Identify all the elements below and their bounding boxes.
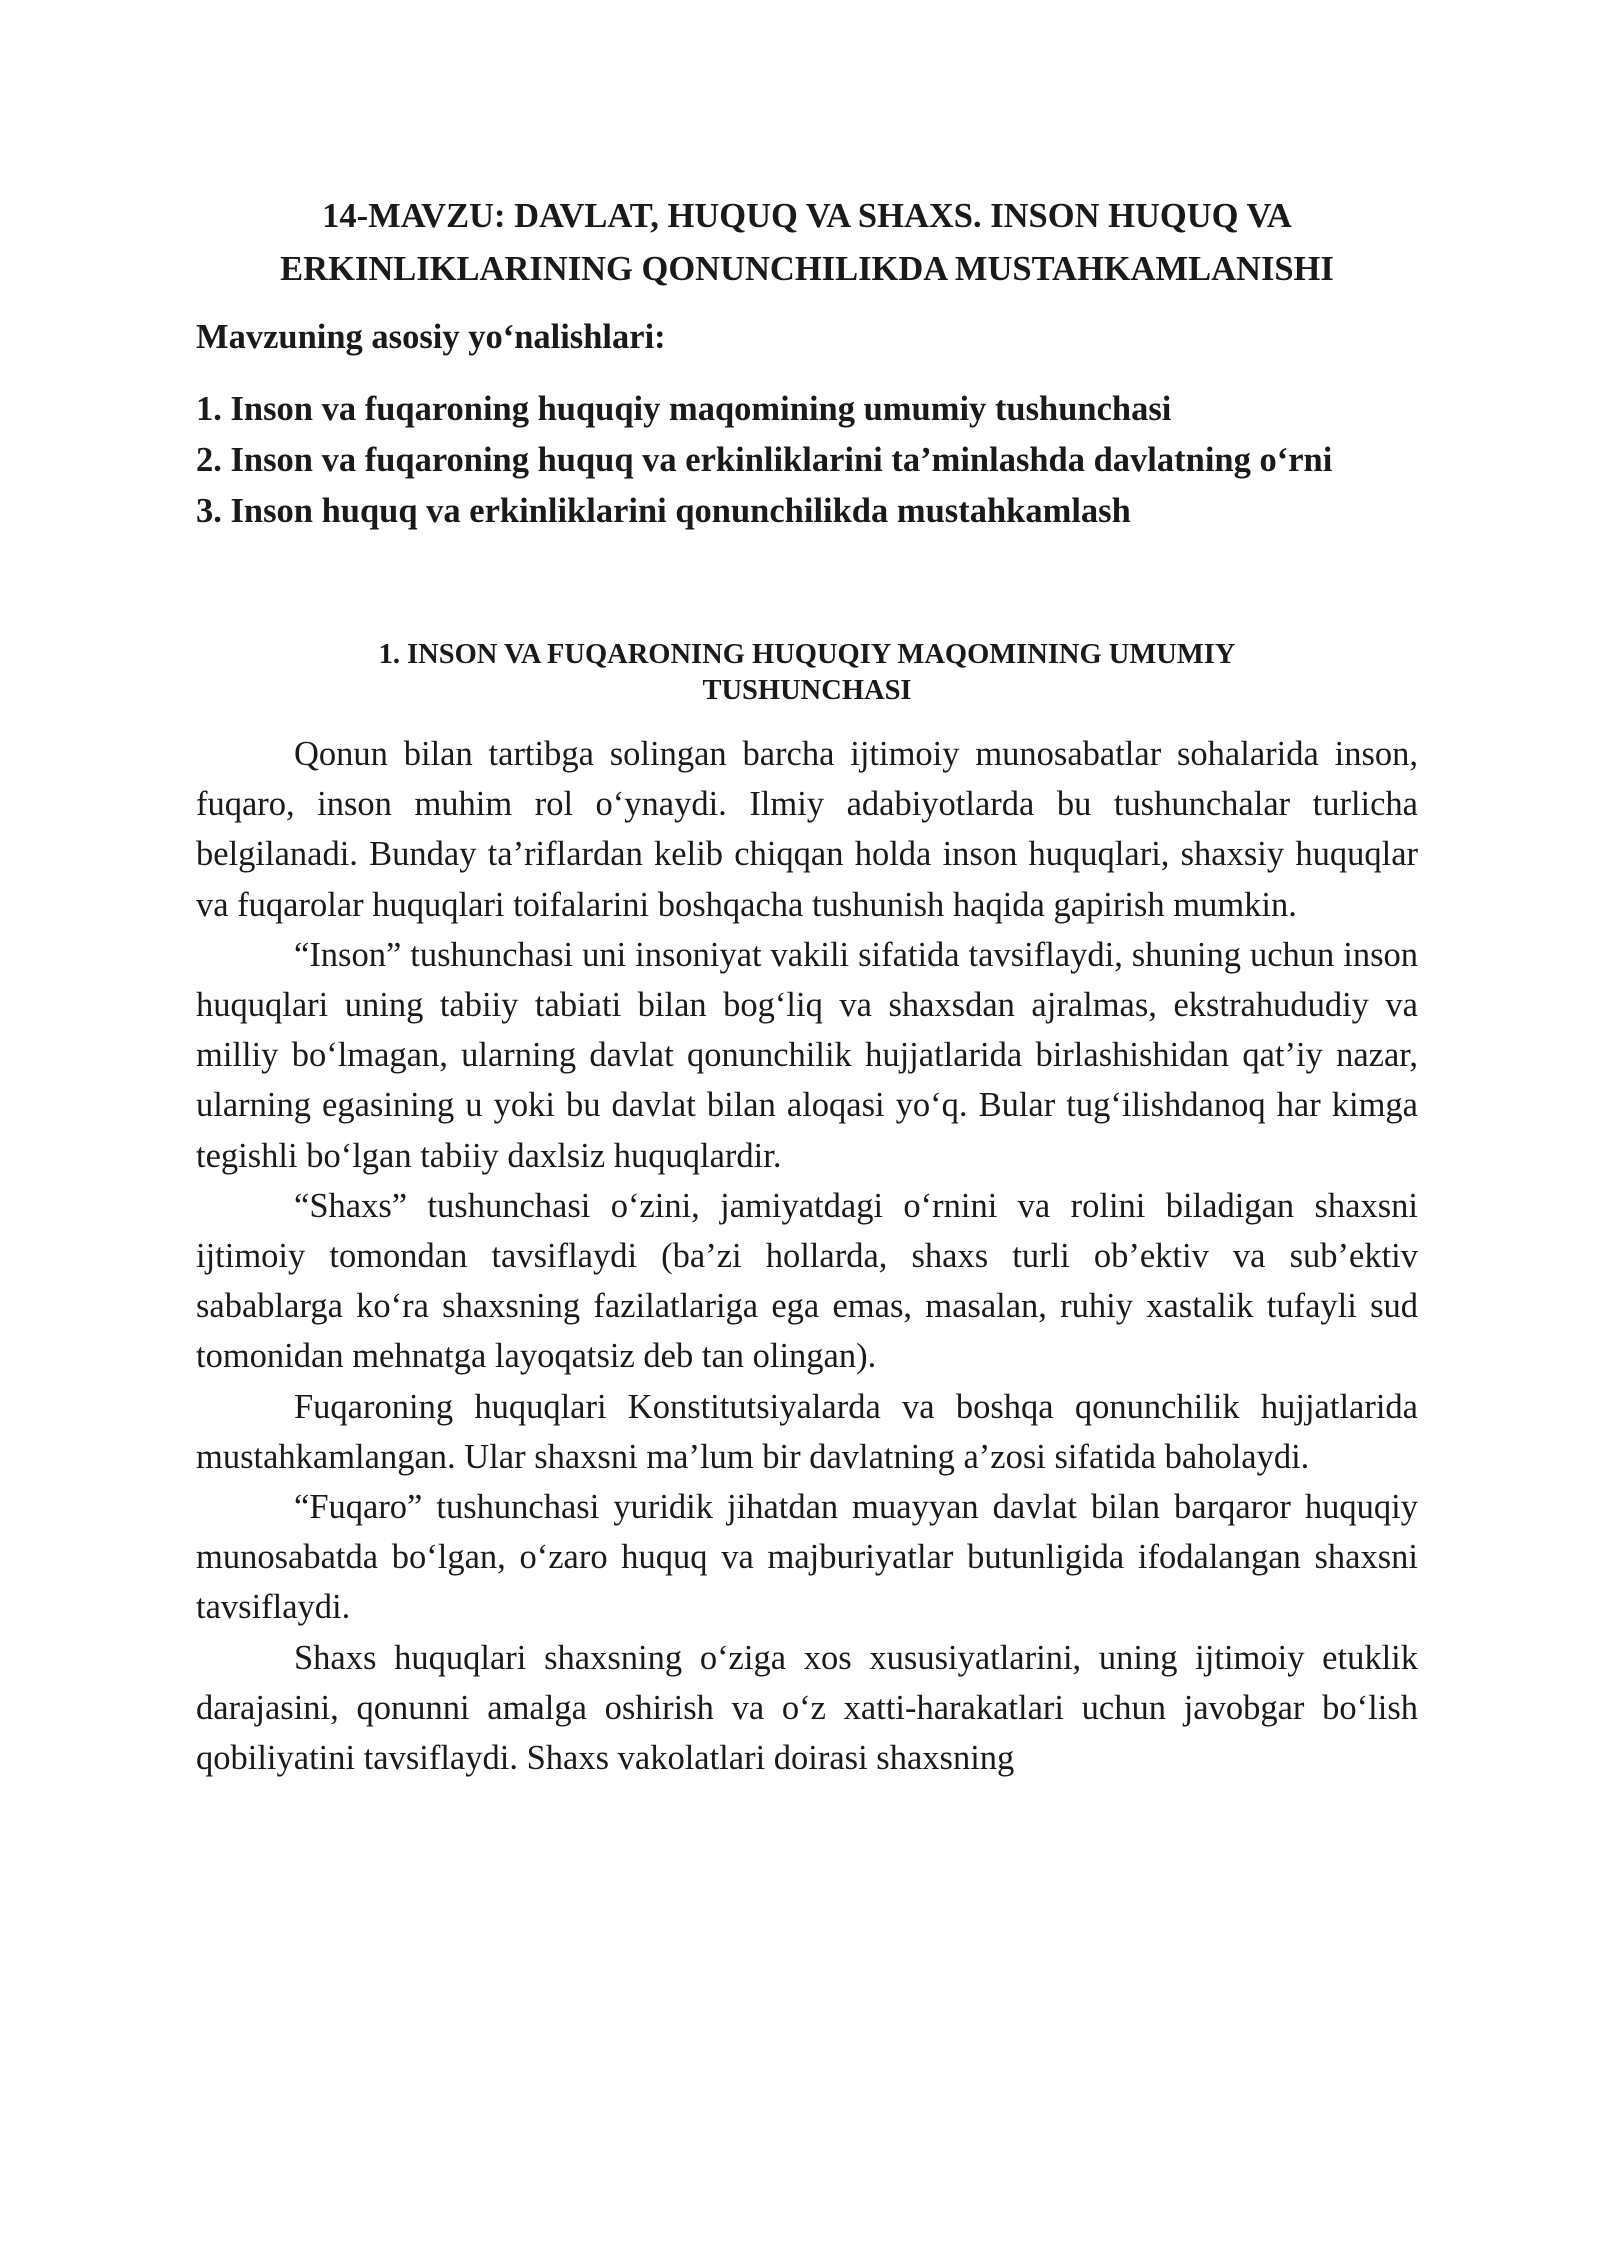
document-page bbox=[196, 190, 1418, 1783]
body-paragraph: Qonun bilan tartibga solingan barcha ijtimoiy munosabatlar sohalarida inson, fuqaro, inson muhim rol o‘ynaydi. Ilmiy adabiyotlarda bu tushunchalar turlicha belgilanadi. Bunday ta’riflardan kelib chiqqan holda inson huquqlari, shaxsiy huquqlar va fuqarolar huquqlari toifalarini boshqacha tushunish haqida gapirish mumkin. bbox=[196, 735, 1418, 924]
section-heading-line: 1. INSON VA FUQARONING HUQUQIY MAQOMINING UMUMIY bbox=[378, 639, 1236, 670]
body-paragraph: “Fuqaro” tushunchasi yuridik jihatdan muayyan davlat bilan barqaror huquqiy munosabatda bo‘lgan, o‘zaro huquq va majburiyatlar butunligida ifodalangan shaxsni tavsiflaydi. bbox=[196, 1488, 1418, 1627]
document-title-line: 14-MAVZU: DAVLAT, HUQUQ VA SHAXS. INSON HUQUQ VA bbox=[322, 197, 1292, 235]
topic-item: 2. Inson va fuqaroning huquq va erkinliklarini ta’minlashda davlatning o‘rni bbox=[196, 441, 1333, 479]
body-text bbox=[196, 729, 1418, 1783]
section-heading-line: TUSHUNCHASI bbox=[702, 675, 912, 706]
document-title-line: ERKINLIKLARINING QONUNCHILIKDA MUSTAHKAMLANISHI bbox=[280, 250, 1334, 288]
topic-item: 3. Inson huquq va erkinliklarini qonunchilikda mustahkamlash bbox=[196, 492, 1131, 530]
body-paragraph: Shaxs huquqlari shaxsning o‘ziga xos xususiyatlarini, uning ijtimoiy etuklik darajasini, qonunni amalga oshirish va o‘z xatti-harakatlari uchun javobgar bo‘lish qobiliyatini tavsiflaydi. Shaxs vakolatlari doirasi shaxsning bbox=[196, 1638, 1418, 1778]
body-paragraph: Fuqaroning huquqlari Konstitutsiyalarda va boshqa qonunchilik hujjatlarida mustahkamlangan. Ular shaxsni ma’lum bir davlatning a’zosi sifatida baholaydi. bbox=[196, 1387, 1418, 1476]
topics-list bbox=[196, 384, 1418, 537]
body-paragraph: “Inson” tushunchasi uni insoniyat vakili sifatida tavsiflaydi, shuning uchun inson huquqlari uning tabiiy tabiati bilan bog‘liq va shaxsdan ajralmas, ekstrahududiy va milliy bo‘lmagan, ularning davlat qonunchilik hujjatlarida birlashishidan qat’iy nazar, ularning egasining u yoki bu davlat bilan aloqasi yo‘q. Bular tug‘ilishdanoq har kimga tegishli bo‘lgan tabiiy daxlsiz huquqlardir. bbox=[196, 935, 1418, 1175]
document-title bbox=[196, 190, 1418, 296]
topic-item: 1. Inson va fuqaroning huquqiy maqomining umumiy tushunchasi bbox=[196, 390, 1172, 428]
section-heading bbox=[196, 637, 1418, 709]
topics-heading: Mavzuning asosiy yo‘nalishlari: bbox=[196, 318, 666, 356]
body-paragraph: “Shaxs” tushunchasi o‘zini, jamiyatdagi o‘rnini va rolini biladigan shaxsni ijtimoiy tomondan tavsiflaydi (ba’zi hollarda, shaxs turli ob’ektiv va sub’ektiv sabablarga ko‘ra shaxsning fazilatlariga ega emas, masalan, ruhiy xastalik tufayli sud tomonidan mehnatga layoqatsiz deb tan olingan). bbox=[196, 1186, 1418, 1376]
